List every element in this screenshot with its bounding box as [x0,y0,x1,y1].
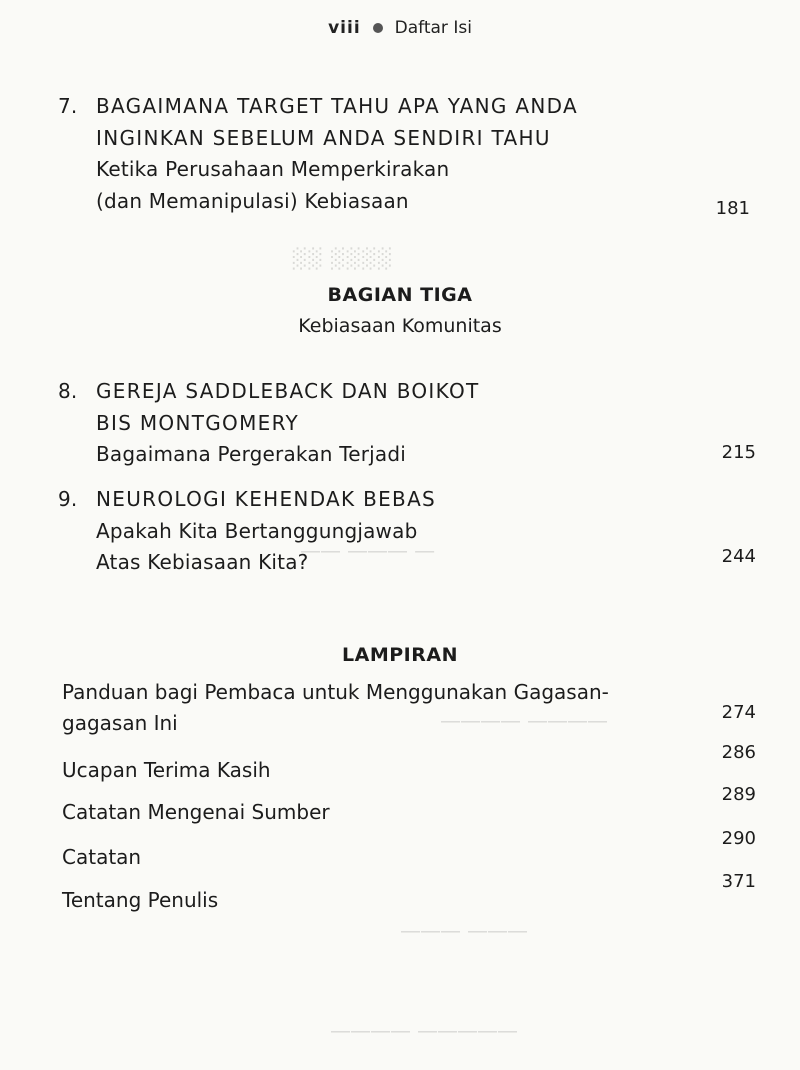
page-number: 274 [721,702,756,723]
entry-label: Ucapan Terima Kasih [62,758,271,782]
part-subtitle: Kebiasaan Komunitas [298,315,502,337]
chapter-subtitle: Apakah Kita Bertanggungjawab [96,518,418,543]
entry-label: Catatan Mengenai Sumber [62,800,330,824]
appendix-title: LAMPIRAN [342,644,458,666]
running-header [0,18,800,38]
header-title: Daftar Isi [394,18,472,38]
page-number: 181 [715,198,750,219]
page-number: 286 [721,742,756,763]
chapter-subtitle: Atas Kebiasaan Kita? [96,550,309,574]
toc-entry-appendix [62,797,330,828]
bullet-icon [373,23,383,33]
chapter-title: GEREJA SADDLEBACK DAN BOIKOT [96,379,480,403]
part-title: BAGIAN TIGA [327,284,473,306]
bleed-through-text: ――― ――― [400,920,528,942]
chapter-title: INGINKAN SEBELUM ANDA SENDIRI TAHU [96,125,551,150]
page-number: 289 [721,784,756,805]
chapter-subtitle: (dan Memanipulasi) Kebiasaan [96,188,409,213]
entry-label: Panduan bagi Pembaca untuk Menggunakan Gagasan- [62,680,609,704]
chapter-title: BIS MONTGOMERY [96,410,300,435]
chapter-subtitle: Bagaimana Pergerakan Terjadi [96,442,407,466]
entry-label: gagasan Ini [62,711,178,735]
header-page-number: viii [328,18,361,38]
chapter-subtitle: Ketika Perusahaan Memperkirakan [96,157,450,181]
toc-entry-appendix [62,885,218,916]
toc-entry-appendix [62,677,609,739]
chapter-title: BAGAIMANA TARGET TAHU APA YANG ANDA [96,94,578,118]
page-number: 215 [721,442,756,463]
toc-entry-appendix [62,755,271,786]
chapter-number: 8. [58,379,78,403]
bleed-through-text: ░░░░ ░░ [290,248,391,270]
entry-label: Catatan [62,845,142,869]
entry-label: Tentang Penulis [62,888,219,912]
bleed-through-text: ―――― ―――― [440,710,608,732]
chapter-number: 7. [58,94,78,118]
chapter-title: NEUROLOGI KEHENDAK BEBAS [96,487,437,511]
page-number: 290 [721,828,756,849]
bleed-through-text: ― ――― ―― [300,540,435,562]
bleed-through-text: ――――― ―――― [330,1020,518,1042]
chapter-number: 9. [58,487,78,511]
page-number: 371 [721,871,756,892]
toc-entry-appendix [62,842,141,873]
page-number: 244 [721,546,756,567]
